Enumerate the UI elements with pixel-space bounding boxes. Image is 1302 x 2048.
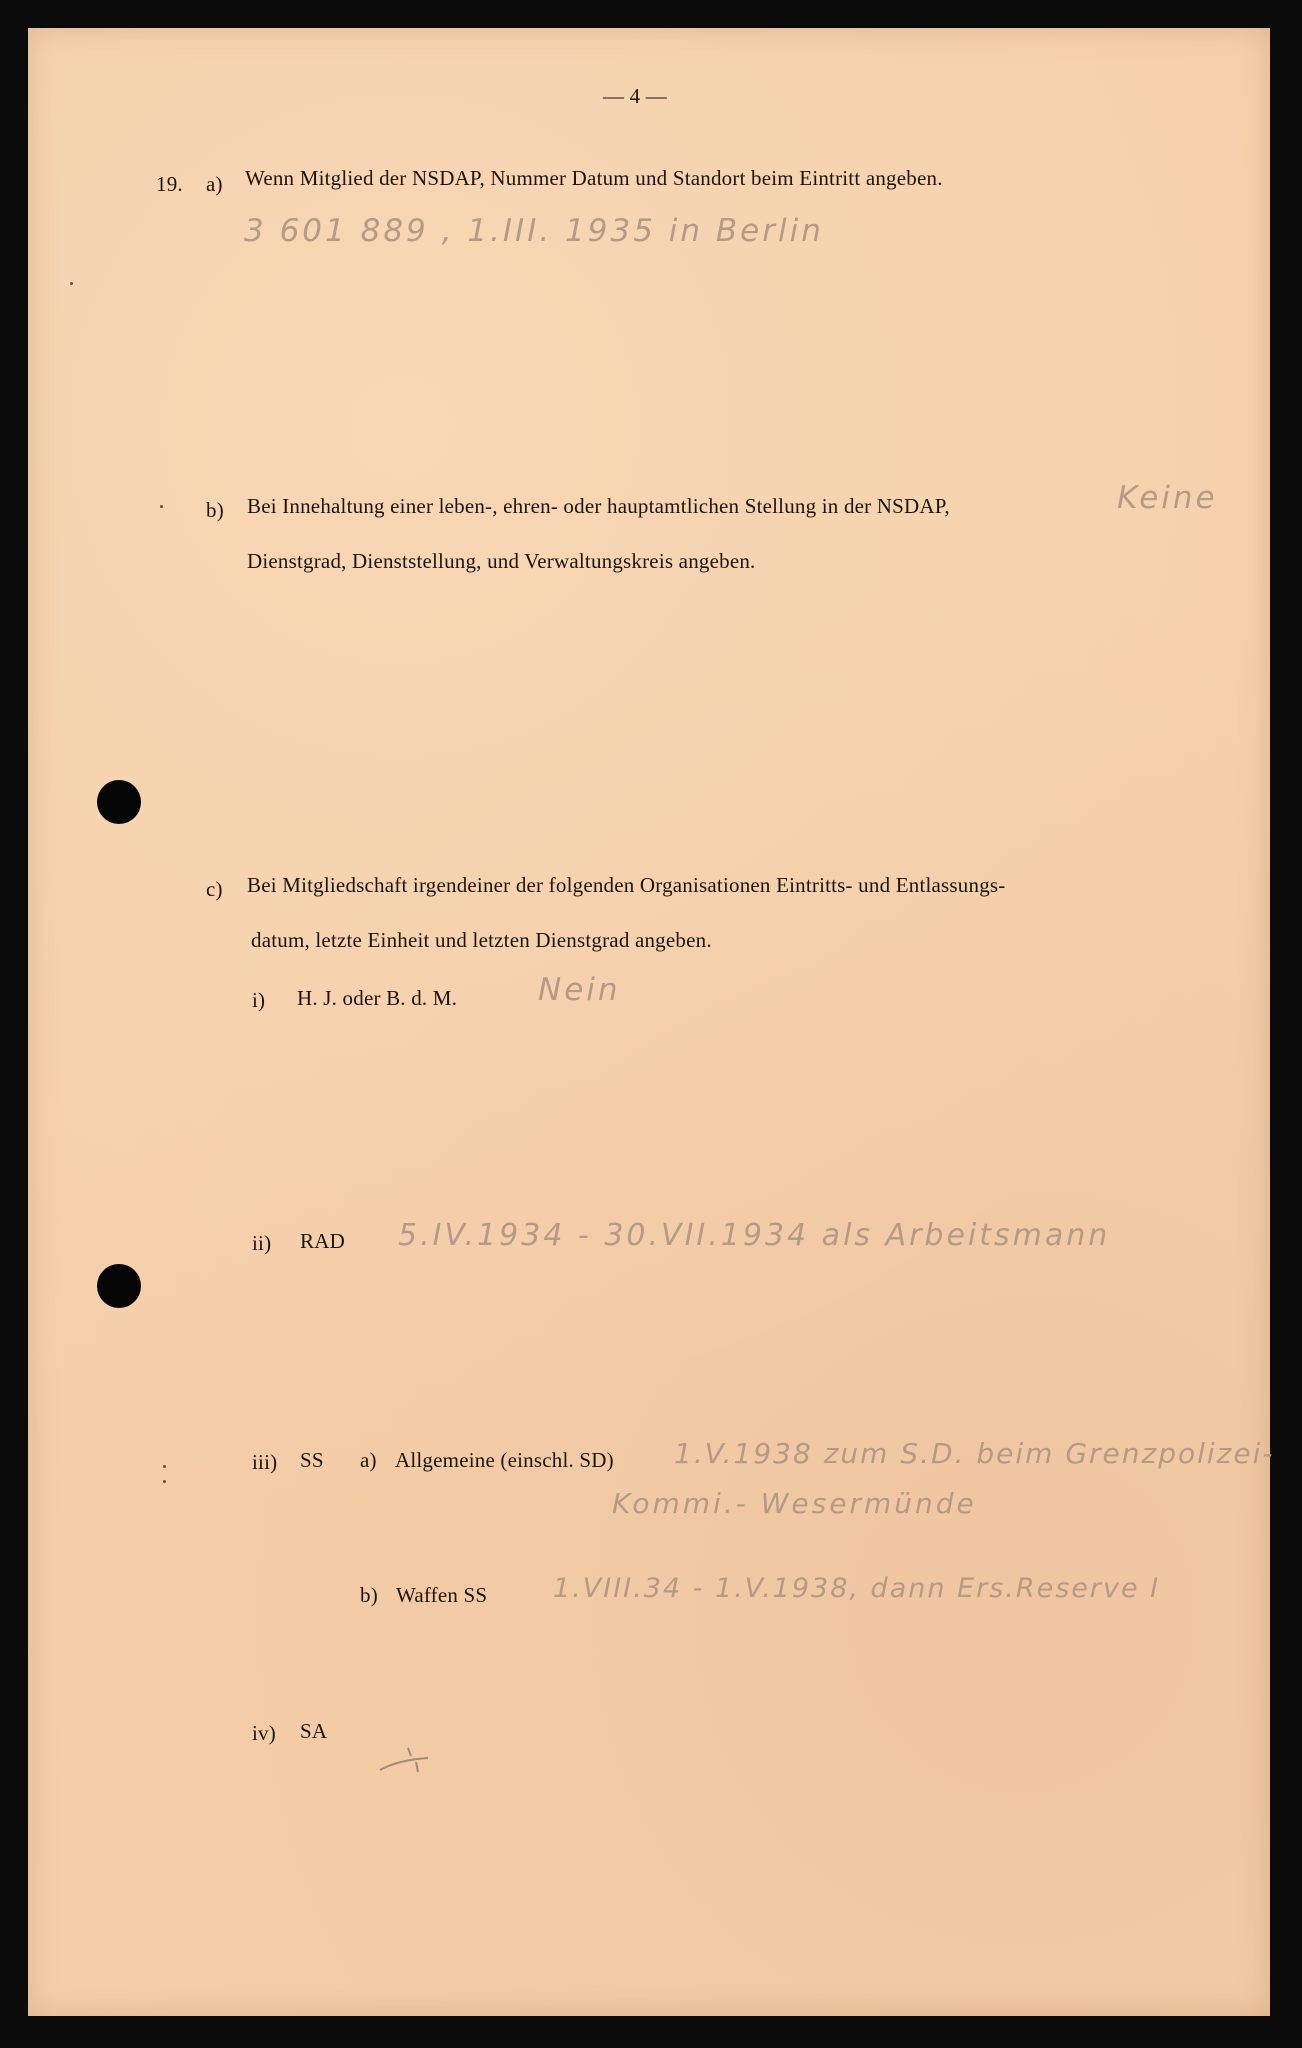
item-iv-text: SA (300, 1719, 328, 1743)
item-iii-text: SS (300, 1448, 324, 1472)
section-c-question-line1: Bei Mitgliedschaft irgendeiner der folgenden Organisationen Eintritts- und Entlassungs- (247, 873, 1006, 897)
section-a-answer: 3 601 889 , 1.III. 1935 in Berlin (244, 213, 824, 249)
item-iii-label: iii) (252, 1450, 278, 1474)
paper-speck (163, 1465, 166, 1468)
item-ii-label: ii) (252, 1231, 272, 1255)
item-i-answer: Nein (538, 972, 621, 1008)
item-iii-a-text: Allgemeine (einschl. SD) (395, 1448, 614, 1472)
section-b-question-line2: Dienstgrad, Dienststellung, und Verwaltungskreis angeben. (247, 549, 756, 573)
item-i-label: i) (252, 988, 266, 1012)
section-c-question-line2: datum, letzte Einheit und letzten Dienstgrad angeben. (251, 928, 712, 952)
item-iii-b-text: Waffen SS (396, 1583, 488, 1607)
item-iv-label: iv) (252, 1721, 276, 1745)
question-number: 19. (156, 172, 183, 196)
document-page (28, 28, 1270, 2016)
item-ii-text: RAD (300, 1229, 345, 1253)
paper-speck (160, 505, 163, 508)
section-b-question-line1: Bei Innehaltung einer leben-, ehren- oder hauptamtlichen Stellung in der NSDAP, (247, 494, 950, 518)
item-iii-a-answer-line1: 1.V.1938 zum S.D. beim Grenzpolizei- (674, 1437, 1275, 1470)
item-iii-b-answer: 1.VIII.34 - 1.V.1938, dann Ers.Reserve I (553, 1573, 1161, 1604)
punch-hole-lower (97, 1264, 141, 1308)
item-iii-a-answer-line2: Kommi.- Wesermünde (612, 1487, 977, 1520)
section-c-label: c) (206, 877, 223, 901)
item-i-text: H. J. oder B. d. M. (297, 986, 458, 1010)
section-b-answer: Keine (1117, 480, 1218, 516)
item-iii-a-label: a) (360, 1448, 377, 1472)
dash-mark-icon (378, 1742, 438, 1776)
item-ii-answer: 5.IV.1934 - 30.VII.1934 als Arbeitsmann (398, 1218, 1111, 1253)
section-a-label: a) (206, 172, 223, 196)
page-number: — 4 — (603, 84, 667, 108)
section-b-label: b) (206, 498, 224, 522)
item-iii-b-label: b) (360, 1583, 378, 1607)
paper-speck (163, 1480, 166, 1483)
punch-hole-upper (97, 780, 141, 824)
section-a-question: Wenn Mitglied der NSDAP, Nummer Datum und Standort beim Eintritt angeben. (245, 166, 943, 190)
paper-speck (70, 282, 73, 285)
